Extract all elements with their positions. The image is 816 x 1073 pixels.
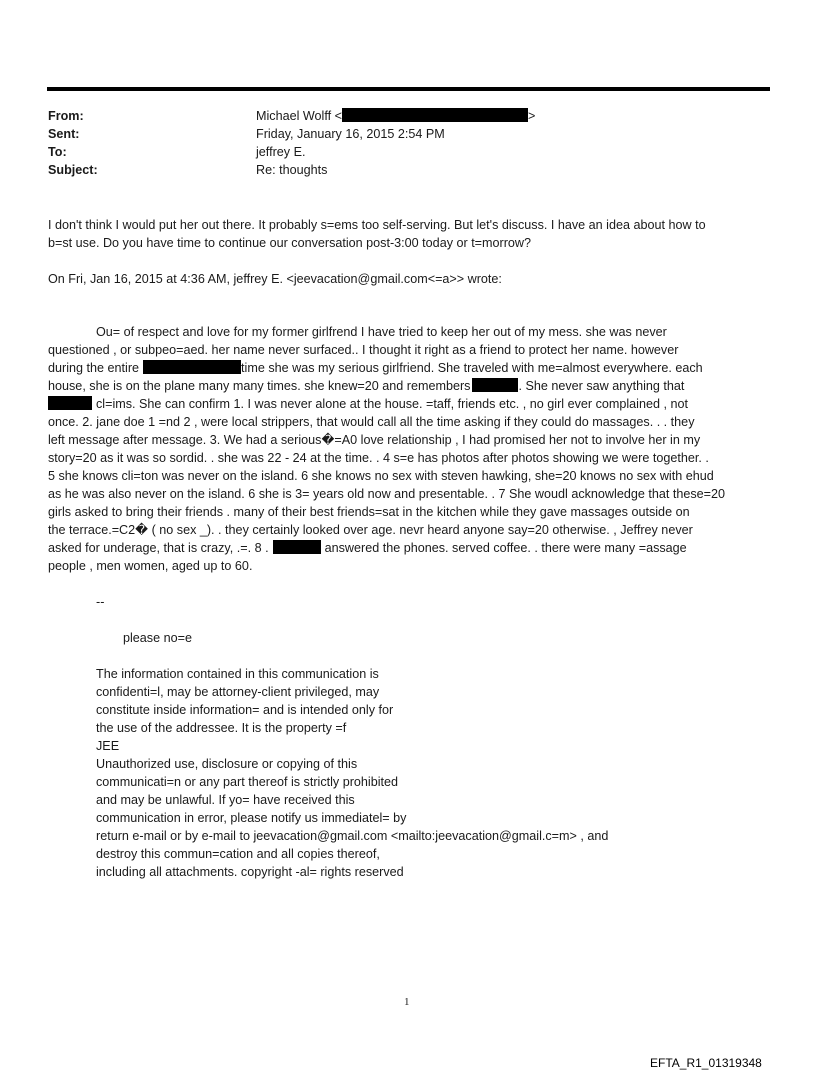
notice-line: Unauthorized use, disclosure or copying of this [96,757,358,771]
quoted-text: during the entire [48,361,140,375]
notice-line: confidenti=l, may be attorney-client privileged, may [96,685,380,699]
quoted-line [48,377,770,395]
quoted-line: girls asked to bring their friends . many of their best friends=sat in the kitchen while they gave massages outside on [48,505,690,519]
quoted-line: people , men women, aged up to 60. [48,559,253,573]
quoted-line: as he was also never on the island. 6 she is 3= years old now and presentable. . 7 She woudl acknowledge that these=20 [48,487,726,501]
page-number: 1 [404,996,410,1008]
quoted-text: house, she is on the plane many many times. she knew=20 and remembers [48,379,471,393]
quoted-line [48,359,770,377]
subject-value: Re: thoughts [256,163,328,177]
quoted-line: 5 she knows cli=ton was never on the island. 6 she knows no sex with steven hawking, she=20 knows no sex with ehud [48,469,714,483]
notice-line: constitute inside information= and is intended only for [96,703,394,717]
notice-line: the use of the addressee. It is the property =f [96,721,347,735]
quoted-text: time she was my serious girlfriend. She traveled with me=almost everywhere. each [241,361,703,375]
email-header [48,107,770,179]
notice-line: including all attachments. copyright -al= rights reserved [96,865,404,879]
notice-line: JEE [96,739,120,753]
redaction-box [273,540,321,554]
quoted-line: left message after message. 3. We had a serious�=A0 love relationship , I had promised her not to involve her in my [48,433,701,447]
document-id: EFTA_R1_01319348 [650,1056,762,1070]
quoted-text: asked for underage, that is crazy, .=. 8 . [48,541,269,555]
quoted-text: . She never saw anything that [518,379,685,393]
notice-line: and may be unlawful. If yo= have received this [96,793,355,807]
from-name: Michael Wolff < [256,109,342,123]
to-value: jeffrey E. [256,145,306,159]
signature-dashes: -- [96,595,105,609]
quoted-text: answered the phones. served coffee. . there were many =assage [324,541,687,555]
from-label: From: [48,109,84,123]
quoted-line: questioned , or subpeo=aed. her name never surfaced.. I thought it right as a friend to protect her name. however [48,343,679,357]
quoted-line [48,539,770,557]
quote-intro: On Fri, Jan 16, 2015 at 4:36 AM, jeffrey E. <jeevacation@gmail.com<=a>> wrote: [48,272,502,286]
quoted-line [48,395,770,413]
quoted-text: cl=ims. She can confirm 1. I was never alone at the house. =taff, friends etc. , no girl ever complained , not [96,397,688,411]
signature-please: please no=e [123,631,192,645]
quoted-line: Ou= of respect and love for my former girlfrend I have tried to keep her out of my mess. she was never [96,325,667,339]
quoted-line: once. 2. jane doe 1 =nd 2 , were local strippers, that would call all the time asking if they could do massages. . . they [48,415,695,429]
header-rule [47,87,770,91]
from-close: > [527,109,536,123]
sent-label: Sent: [48,127,80,141]
reply-body [48,216,770,252]
sent-value: Friday, January 16, 2015 2:54 PM [256,127,445,141]
redaction-box [342,108,528,122]
redaction-box [472,378,518,392]
notice-line: communication in error, please notify us immediatel= by [96,811,407,825]
subject-label: Subject: [48,163,98,177]
reply-line: I don't think I would put her out there. It probably s=ems too self-serving. But let's discuss. I have an idea about how to [48,218,706,232]
reply-line: b=st use. Do you have time to continue our conversation post-3:00 today or t=morrow? [48,236,532,250]
notice-line: return e-mail or by e-mail to jeevacation@gmail.com <mailto:jeevacation@gmail.c=m> , and [96,829,609,843]
redaction-box [48,396,92,410]
to-label: To: [48,145,67,159]
notice-line: The information contained in this communication is [96,667,379,681]
redaction-box [143,360,241,374]
confidentiality-notice [96,665,608,881]
from-value [256,107,535,125]
quoted-message [48,323,770,575]
quoted-line: the terrace.=C2� ( no sex _). . they certainly looked over age. nevr heard anyone say=20 otherwise. , Jeffrey never [48,523,693,537]
notice-line: communicati=n or any part thereof is strictly prohibited [96,775,399,789]
quoted-line: story=20 as it was so sordid. . she was 22 - 24 at the time. . 4 s=e has photos after photos showing we were together. . [48,451,709,465]
notice-line: destroy this commun=cation and all copies thereof, [96,847,380,861]
